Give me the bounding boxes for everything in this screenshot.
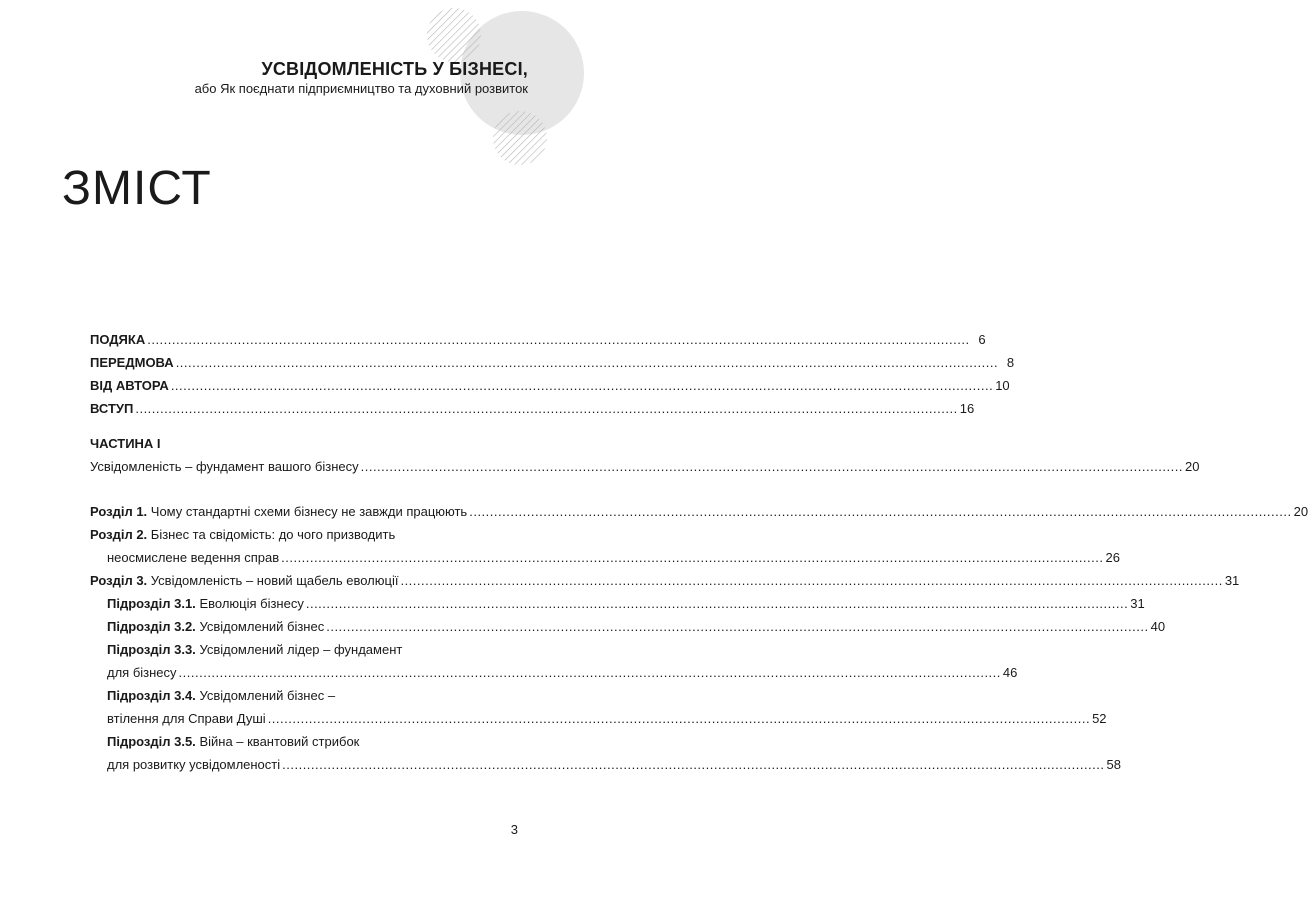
toc-entry-label: ВІД АВТОРА <box>90 378 169 393</box>
subchapter-text: Усвідомлений бізнес <box>199 619 325 634</box>
chapter-prefix: Розділ 3. <box>90 573 148 588</box>
dot-leader: ........................................................................................................................................................................................................ <box>135 401 958 416</box>
toc-entry-label <box>90 523 395 546</box>
dot-leader: ........................................................................................................................................................................................................ <box>360 459 1183 474</box>
toc-entry-subchapter-3-2[interactable] <box>90 615 1166 638</box>
toc-part-title <box>90 432 518 455</box>
toc-entry-label: для розвитку усвідомленості <box>107 757 281 772</box>
toc-entry-subchapter-3-5[interactable] <box>90 730 518 753</box>
toc-entry-subchapter-3-4-cont[interactable] <box>90 707 1107 730</box>
toc-entry-chapter-1[interactable] <box>90 500 1308 523</box>
hatched-circle-top <box>427 8 481 62</box>
toc-entry-page: 8 <box>1006 355 1015 370</box>
subchapter-prefix: Підрозділ 3.1. <box>107 596 196 611</box>
toc-entry-page: 31 <box>1130 596 1145 611</box>
toc-entry-label <box>107 592 304 615</box>
dot-leader: ........................................................................................................................................................................................................ <box>305 596 1129 611</box>
chapter-text: Чому стандартні схеми бізнесу не завжди працюють <box>150 504 468 519</box>
chapter-prefix: Розділ 1. <box>90 504 148 519</box>
toc-entry-label <box>90 569 398 592</box>
toc-entry-label <box>107 730 359 753</box>
toc-entry-label: неосмислене ведення справ <box>107 550 280 565</box>
book-title: УСВІДОМЛЕНІСТЬ У БІЗНЕСІ, <box>261 59 528 79</box>
part-title: ЧАСТИНА І <box>90 436 161 451</box>
dot-leader: ........................................................................................................................................................................................................ <box>326 619 1149 634</box>
table-of-contents <box>90 328 1308 776</box>
toc-entry-chapter-2[interactable] <box>90 523 518 546</box>
dot-leader: ........................................................................................................................................................................................................ <box>170 378 994 393</box>
chapter-prefix: Розділ 2. <box>90 527 148 542</box>
subchapter-text: Усвідомлений лідер – фундамент <box>199 642 403 657</box>
toc-entry-page: 52 <box>1092 711 1107 726</box>
toc-entry-label: ПЕРЕДМОВА <box>90 355 174 370</box>
toc-entry-subchapter-3-1[interactable] <box>90 592 1145 615</box>
toc-entry-page: 26 <box>1105 550 1120 565</box>
toc-entry-chapter-3[interactable] <box>90 569 1240 592</box>
toc-entry-page: 46 <box>1002 665 1018 680</box>
page-title: ЗМІСТ <box>62 162 212 215</box>
toc-entry-label: Усвідомленість – фундамент вашого бізнесу <box>90 459 359 474</box>
subchapter-text: Еволюція бізнесу <box>199 596 304 611</box>
page-number: 3 <box>510 822 518 837</box>
dot-leader: ........................................................................................................................................................................................................ <box>147 332 970 347</box>
toc-entry-part-1[interactable] <box>90 455 1200 478</box>
toc-entry-page: 10 <box>995 378 1010 393</box>
dot-leader: ........................................................................................................................................................................................................ <box>281 550 1104 565</box>
dot-leader: ........................................................................................................................................................................................................ <box>400 573 1223 588</box>
toc-entry-introduction[interactable] <box>90 397 975 420</box>
toc-entry-label: для бізнесу <box>107 665 177 680</box>
toc-entry-page: 58 <box>1106 757 1121 772</box>
toc-entry-chapter-2-cont[interactable] <box>90 546 1120 569</box>
toc-entry-label <box>107 638 402 661</box>
toc-entry-label: втілення для Справи Душі <box>107 711 266 726</box>
toc-entry-page: 16 <box>959 401 975 416</box>
hatched-circle-bottom <box>493 111 547 165</box>
dot-leader: ........................................................................................................................................................................................................ <box>282 757 1105 772</box>
dot-leader: ........................................................................................................................................................................................................ <box>178 665 1001 680</box>
toc-entry-page: 20 <box>1184 459 1200 474</box>
chapter-text: Бізнес та свідомість: до чого призводить <box>150 527 396 542</box>
toc-entry-from-author[interactable] <box>90 374 1010 397</box>
toc-entry-page: 6 <box>978 332 986 347</box>
toc-entry-subchapter-3-3[interactable] <box>90 638 518 661</box>
book-header <box>195 58 528 97</box>
chapter-text: Усвідомленість – новий щабель еволюції <box>150 573 399 588</box>
subchapter-text: Усвідомлений бізнес – <box>199 688 336 703</box>
subchapter-prefix: Підрозділ 3.5. <box>107 734 196 749</box>
toc-entry-label <box>107 615 324 638</box>
toc-entry-label: ВСТУП <box>90 401 134 416</box>
dot-leader: ........................................................................................................................................................................................................ <box>267 711 1091 726</box>
toc-entry-subchapter-3-4[interactable] <box>90 684 518 707</box>
toc-entry-subchapter-3-3-cont[interactable] <box>90 661 1018 684</box>
dot-leader: ........................................................................................................................................................................................................ <box>175 355 999 370</box>
book-subtitle: або Як поєднати підприємництво та духовний розвиток <box>194 81 528 96</box>
toc-entry-label <box>107 684 335 707</box>
subchapter-prefix: Підрозділ 3.4. <box>107 688 196 703</box>
subchapter-prefix: Підрозділ 3.3. <box>107 642 196 657</box>
toc-entry-preface[interactable] <box>90 351 1015 374</box>
toc-entry-acknowledgements[interactable] <box>90 328 986 351</box>
toc-entry-label: ПОДЯКА <box>90 332 146 347</box>
toc-entry-label <box>90 500 467 523</box>
dot-leader: ........................................................................................................................................................................................................ <box>469 504 1292 519</box>
toc-entry-page: 20 <box>1293 504 1308 519</box>
subchapter-prefix: Підрозділ 3.2. <box>107 619 196 634</box>
toc-entry-subchapter-3-5-cont[interactable] <box>90 753 1121 776</box>
toc-entry-page: 31 <box>1224 573 1240 588</box>
toc-entry-page: 40 <box>1150 619 1166 634</box>
subchapter-text: Війна – квантовий стрибок <box>199 734 360 749</box>
